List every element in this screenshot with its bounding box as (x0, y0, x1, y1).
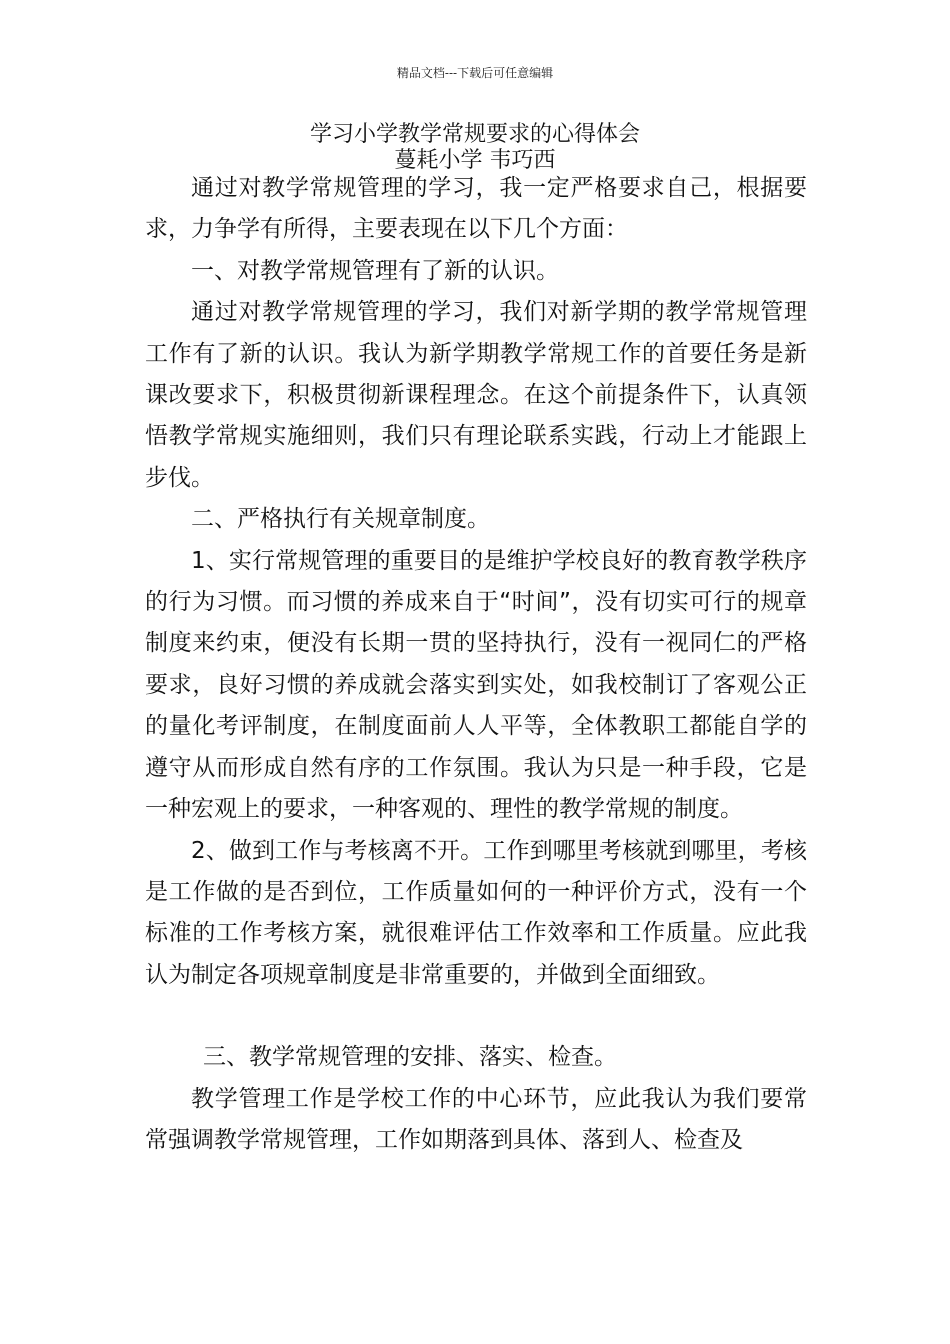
intro-paragraph: 通过对教学常规管理的学习，我一定严格要求自己，根据要求，力争学有所得，主要表现在以下几个方面： (145, 175, 807, 243)
body-paragraph: 通过对教学常规管理的学习，我们对新学期的教学常规管理工作有了新的认识。我认为新学期教学常规工作的首要任务是新课改要求下，积极贯彻新课程理念。在这个前提条件下，认真领悟教学常规实施细则，我们只有理论联系实践，行动上才能跟上步伐。 (145, 299, 807, 491)
section-heading-2: 二、严格执行有关规章制度。 (191, 506, 490, 533)
document-title: 学习小学教学常规要求的心得体会 (309, 122, 640, 147)
author-line: 蔓耗小学 韦巧西 (394, 148, 556, 173)
document-body (145, 168, 807, 1161)
section-heading-3: 三、教学常规管理的安排、落实、检查。 (203, 1044, 617, 1071)
section-heading-1: 一、对教学常规管理有了新的认识。 (191, 257, 559, 284)
page-header: 精品文档---下载后可任意编辑 (396, 66, 554, 80)
body-paragraph: 1、实行常规管理的重要目的是维护学校良好的教育教学秩序的行为习惯。而习惯的养成来自于“时间”，没有切实可行的规章制度来约束，便没有长期一贯的坚持执行，没有一视同仁的严格要求，良好习惯的养成就会落实到实处，如我校制订了客观公正的量化考评制度，在制度面前人人平等，全体教职工都能自学的遵守从而形成自然有序的工作氛围。我认为只是一种手段，它是一种宏观上的要求，一种客观的、理性的教学常规的制度。 (145, 547, 807, 823)
body-paragraph: 教学管理工作是学校工作的中心环节，应此我认为我们要常常强调教学常规管理，工作如期落到具体、落到人、检查及 (145, 1085, 807, 1153)
body-paragraph: 2、做到工作与考核离不开。工作到哪里考核就到哪里，考核是工作做的是否到位，工作质量如何的一种评价方式，没有一个标准的工作考核方案，就很难评估工作效率和工作质量。应此我认为制定各项规章制度是非常重要的，并做到全面细致。 (145, 837, 807, 988)
